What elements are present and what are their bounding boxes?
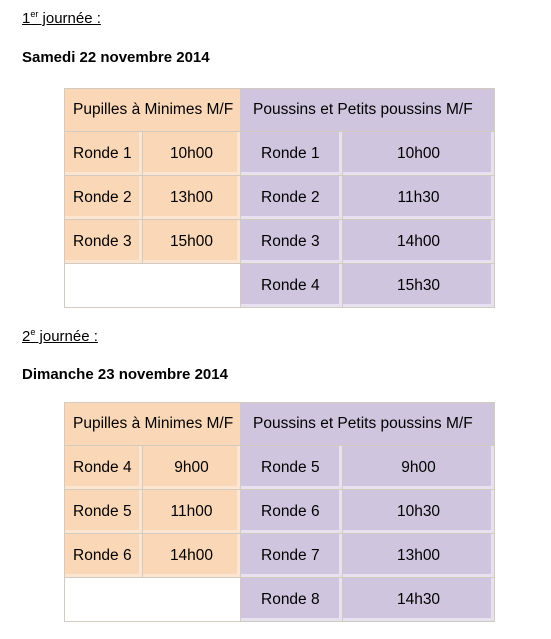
right-time: 13h00 <box>343 534 495 578</box>
table-row <box>65 534 495 578</box>
day1-heading: 1er journée : <box>22 9 101 27</box>
table-row <box>65 578 495 622</box>
left-round: Ronde 4 <box>65 446 143 490</box>
left-time: 15h00 <box>143 220 241 264</box>
left-time: 13h00 <box>143 176 241 220</box>
right-round: Ronde 1 <box>241 132 343 176</box>
table-row <box>65 446 495 490</box>
table-row <box>65 490 495 534</box>
table-row <box>65 176 495 220</box>
right-round: Ronde 6 <box>241 490 343 534</box>
empty-cell <box>65 264 241 308</box>
day2-date: Dimanche 23 novembre 2014 <box>22 366 228 383</box>
right-round: Ronde 2 <box>241 176 343 220</box>
right-time: 9h00 <box>343 446 495 490</box>
left-time: 10h00 <box>143 132 241 176</box>
header-poussins: Poussins et Petits poussins M/F <box>241 89 495 132</box>
left-round: Ronde 1 <box>65 132 143 176</box>
left-time: 9h00 <box>143 446 241 490</box>
right-time: 15h30 <box>343 264 495 308</box>
table-header-row <box>65 403 495 446</box>
right-time: 10h30 <box>343 490 495 534</box>
left-round: Ronde 3 <box>65 220 143 264</box>
table-header-row <box>65 89 495 132</box>
header-poussins: Poussins et Petits poussins M/F <box>241 403 495 446</box>
right-round: Ronde 5 <box>241 446 343 490</box>
day1-date: Samedi 22 novembre 2014 <box>22 49 210 66</box>
header-pupilles-minimes: Pupilles à Minimes M/F <box>65 89 241 132</box>
right-round: Ronde 8 <box>241 578 343 622</box>
left-round: Ronde 5 <box>65 490 143 534</box>
table-row <box>65 132 495 176</box>
right-time: 14h30 <box>343 578 495 622</box>
right-time: 11h30 <box>343 176 495 220</box>
empty-cell <box>65 578 241 622</box>
right-time: 14h00 <box>343 220 495 264</box>
right-time: 10h00 <box>343 132 495 176</box>
right-round: Ronde 4 <box>241 264 343 308</box>
day1-schedule-table <box>64 88 495 308</box>
table-row <box>65 220 495 264</box>
left-round: Ronde 2 <box>65 176 143 220</box>
left-time: 11h00 <box>143 490 241 534</box>
right-round: Ronde 3 <box>241 220 343 264</box>
right-round: Ronde 7 <box>241 534 343 578</box>
day2-heading: 2e journée : <box>22 327 98 345</box>
left-round: Ronde 6 <box>65 534 143 578</box>
left-time: 14h00 <box>143 534 241 578</box>
day2-schedule-table <box>64 402 495 622</box>
header-pupilles-minimes: Pupilles à Minimes M/F <box>65 403 241 446</box>
table-row <box>65 264 495 308</box>
